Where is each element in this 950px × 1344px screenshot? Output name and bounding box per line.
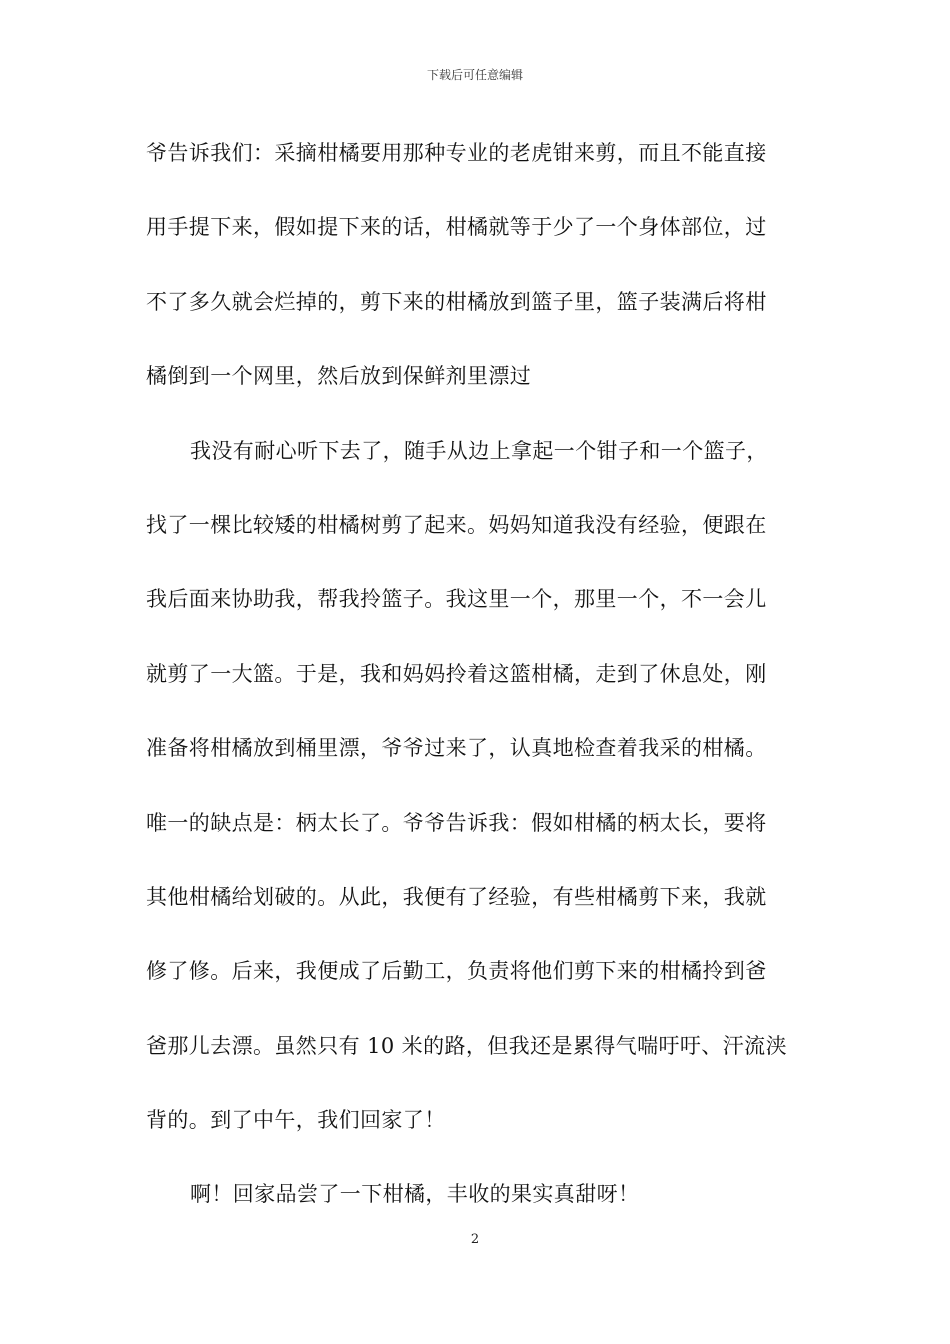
page-header: 下载后可任意编辑 (426, 68, 523, 82)
paragraph-start-line: 啊！回家品尝了一下柑橘，丰收的果实真甜呀！ (190, 1182, 640, 1207)
text-line: 不了多久就会烂掉的，剪下来的柑橘放到篮子里，篮子装满后将柑 (146, 289, 767, 314)
text-line: 我后面来协助我，帮我拎篮子。我这里一个，那里一个，不一会儿 (146, 587, 767, 612)
text-line: 唯一的缺点是：柄太长了。爷爷告诉我：假如柑橘的柄太长，要将 (146, 810, 767, 835)
document-body (146, 131, 816, 1247)
text-line: 找了一棵比较矮的柑橘树剪了起来。妈妈知道我没有经验，便跟在 (146, 512, 767, 537)
text-line: 爸那儿去漂。虽然只有 10 米的路，但我还是累得气喘吁吁、汗流浃 (146, 1033, 787, 1058)
text-line: 修了修。后来，我便成了后勤工，负责将他们剪下来的柑橘拎到爸 (146, 959, 767, 984)
text-line: 其他柑橘给划破的。从此，我便有了经验，有些柑橘剪下来，我就 (146, 884, 767, 909)
text-line: 橘倒到一个网里，然后放到保鲜剂里漂过 (146, 364, 532, 389)
text-line: 爷告诉我们：采摘柑橘要用那种专业的老虎钳来剪，而且不能直接 (146, 141, 767, 165)
text-line: 用手提下来，假如提下来的话，柑橘就等于少了一个身体部位，过 (146, 215, 767, 240)
page-number: 2 (470, 1232, 480, 1247)
text-line: 背的。到了中午，我们回家了！ (146, 1108, 446, 1133)
text-line: 准备将柑橘放到桶里漂，爷爷过来了，认真地检查着我采的柑橘。 (146, 736, 767, 761)
paragraph-start-line: 我没有耐心听下去了，随手从边上拿起一个钳子和一个篮子， (190, 438, 768, 463)
text-line: 就剪了一大篮。于是，我和妈妈拎着这篮柑橘，走到了休息处，刚 (146, 661, 767, 686)
